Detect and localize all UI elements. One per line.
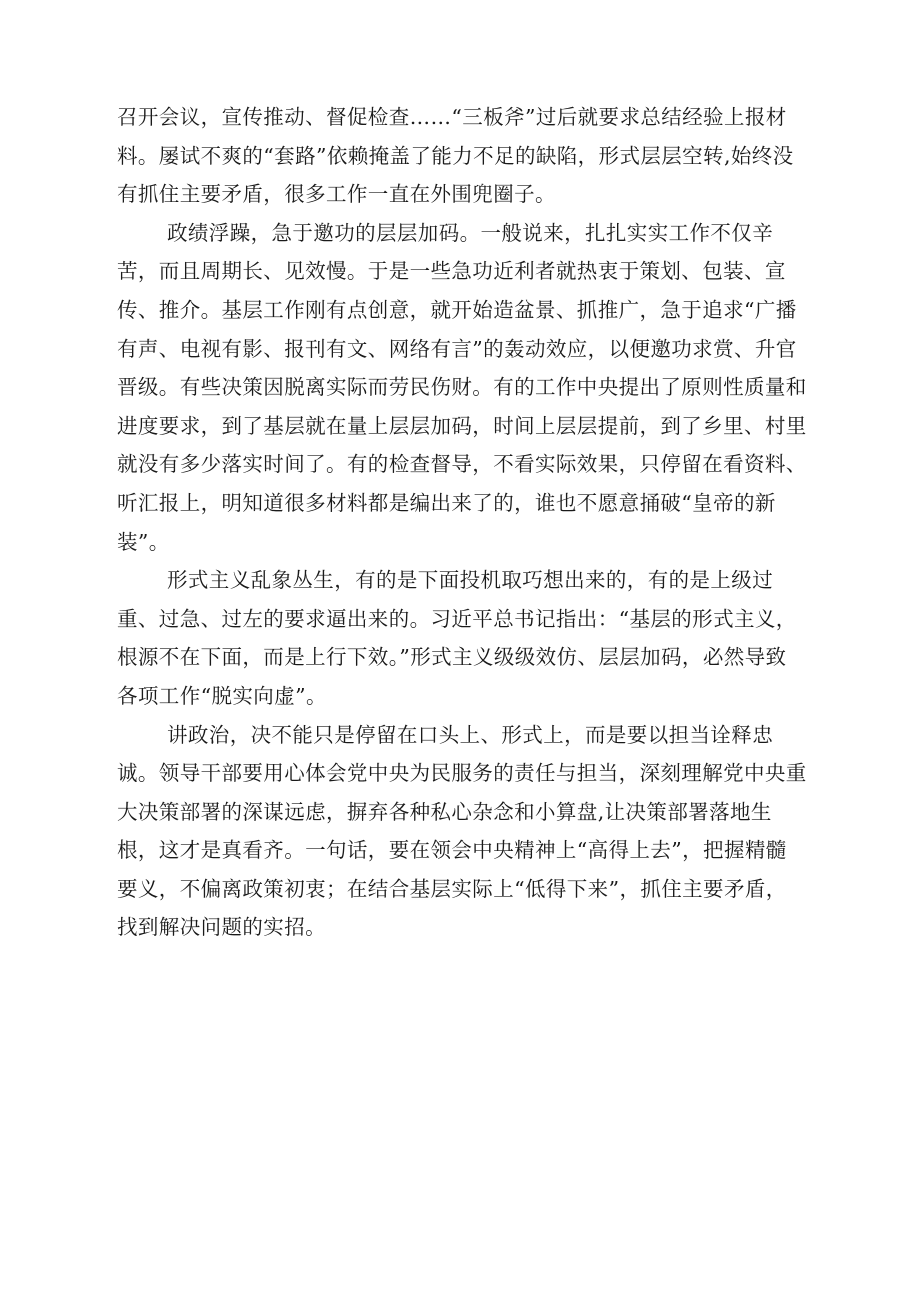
text-line: 大决策部署的深谋远虑，摒弃各种私心杂念和小算盘,让决策部署落地生 — [117, 799, 772, 824]
paragraph-first-line: 讲政治，决不能只是停留在口头上、形式上，而是要以担当诠释忠 — [167, 722, 774, 747]
text-line: 传、推介。基层工作刚有点创意，就开始造盆景、抓推广，急于追求“广播 — [117, 297, 797, 322]
document-body — [117, 98, 847, 947]
text-line: 就没有多少落实时间了。有的检查督导，不看实际效果，只停留在看资料、 — [117, 452, 807, 477]
text-line: 晋级。有些决策因脱离实际而劳民伤财。有的工作中央提出了原则性质量和 — [117, 375, 807, 400]
text-line: 有声、电视有影、报刊有文、网络有言”的轰动效应，以便邀功求赏、升官 — [117, 336, 797, 361]
text-line: 进度要求，到了基层就在量上层层加码，时间上层层提前，到了乡里、村里 — [117, 413, 807, 438]
text-line: 苦，而且周期长、见效慢。于是一些急功近利者就热衷于策划、包装、宣 — [117, 259, 786, 284]
paragraph-first-line: 政绩浮躁，急于邀功的层层加码。一般说来，扎扎实实工作不仅辛 — [167, 220, 774, 245]
text-line: 料。屡试不爽的“套路”依赖掩盖了能力不足的缺陷，形式层层空转,始终没 — [117, 143, 794, 168]
text-line: 根源不在下面，而是上行下效。”形式主义级级效仿、层层加码，必然导致 — [117, 645, 787, 670]
text-line: 各项工作“脱实向虚”。 — [117, 683, 327, 708]
text-line: 重、过急、过左的要求逼出来的。习近平总书记指出：“基层的形式主义， — [117, 606, 797, 631]
text-line: 根，这才是真看齐。一句话，要在领会中央精神上“高得上去”，把握精髓 — [117, 838, 787, 863]
text-line: 召开会议，宣传推动、督促检查……“三板斧”过后就要求总结经验上报材 — [117, 105, 787, 129]
text-line: 诚。领导干部要用心体会党中央为民服务的责任与担当，深刻理解党中央重 — [117, 761, 807, 786]
text-line: 有抓住主要矛盾，很多工作一直在外围兜圈子。 — [117, 182, 556, 207]
paragraph-first-line: 形式主义乱象丛生，有的是下面投机取巧想出来的，有的是上级过 — [167, 568, 774, 593]
text-line: 听汇报上，明知道很多材料都是编出来了的，谁也不愿意捅破“皇帝的新 — [117, 490, 776, 515]
text-line: 要义，不偏离政策初衷；在结合基层实际上“低得下来”，抓住主要矛盾， — [117, 876, 787, 901]
text-line: 找到解决问题的实招。 — [117, 915, 326, 940]
text-line: 装”。 — [117, 529, 170, 554]
